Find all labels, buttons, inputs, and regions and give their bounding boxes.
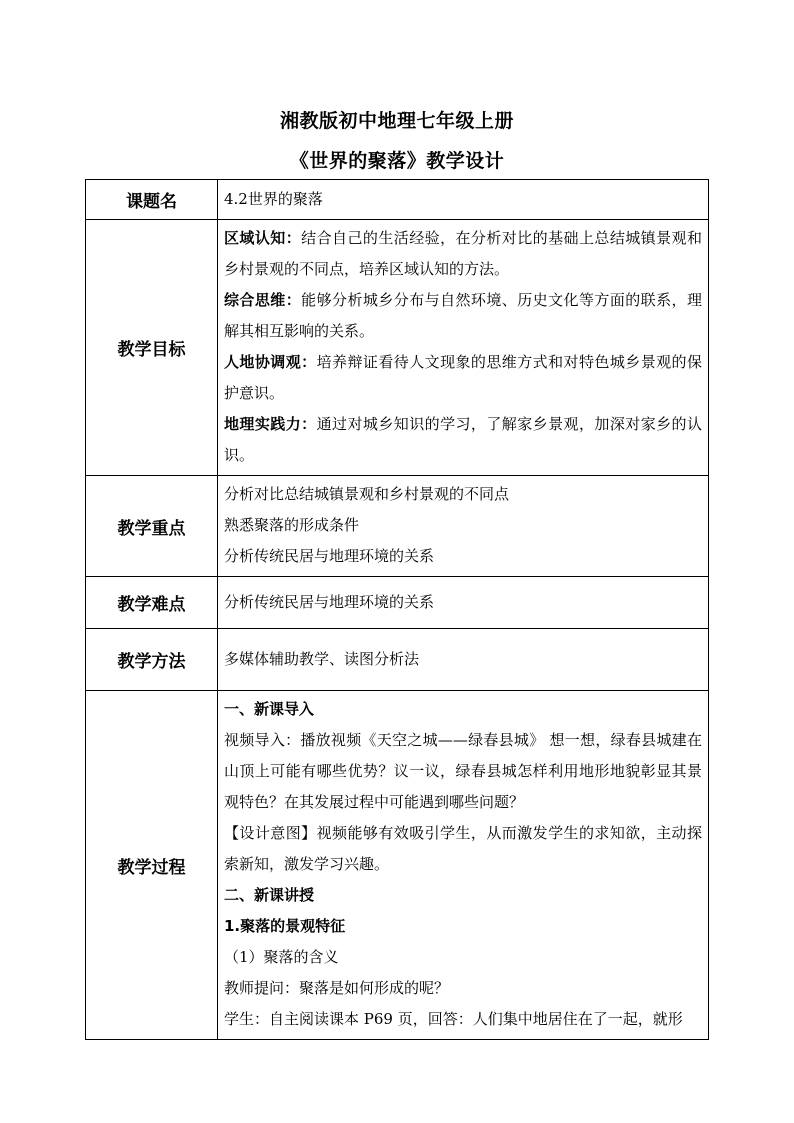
objective-text: 培养辩证看待人文现象的思维方式和对特色城乡景观的保护意识。 xyxy=(224,353,702,402)
table-row-key-points xyxy=(86,476,709,577)
objectives-content xyxy=(218,220,709,476)
design-intent: 【设计意图】视频能够有效吸引学生，从而激发学生的求知欲，主动探索新知，激发学习兴趣。 xyxy=(224,824,702,873)
point-heading: （1）聚落的含义 xyxy=(224,948,339,966)
table-row-difficulties xyxy=(86,577,709,629)
objective-head: 综合思维： xyxy=(224,291,302,309)
process-label: 教学过程 xyxy=(86,691,218,1040)
objective-item xyxy=(224,347,702,409)
lesson-plan-table xyxy=(85,179,709,1040)
difficulties-label: 教学难点 xyxy=(86,577,218,629)
key-point-item: 熟悉聚落的形成条件 xyxy=(224,516,360,534)
key-point-item: 分析传统民居与地理环境的关系 xyxy=(224,547,435,565)
difficulties-value: 分析传统民居与地理环境的关系 xyxy=(218,577,709,629)
teacher-question: 教师提问：聚落是如何形成的呢？ xyxy=(224,979,450,997)
objective-text: 通过对城乡知识的学习，了解家乡景观，加深对家乡的认识。 xyxy=(224,415,702,464)
objective-head: 区域认知： xyxy=(224,229,302,247)
student-answer: 学生：自主阅读课本 P69 页，回答：人们集中地居住在了一起，就形 xyxy=(224,1010,683,1028)
key-points-content xyxy=(218,476,709,577)
document-title: 湘教版初中地理七年级上册 xyxy=(279,110,514,132)
objective-item xyxy=(224,285,702,347)
objective-item xyxy=(224,223,702,285)
section-title: 一、新课导入 xyxy=(224,700,315,718)
objective-text: 能够分析城乡分布与自然环境、历史文化等方面的联系，理解其相互影响的关系。 xyxy=(224,291,702,340)
document-subtitle: 《世界的聚落》教学设计 xyxy=(289,150,505,172)
subsection-title: 1.聚落的景观特征 xyxy=(224,917,346,935)
key-point-item: 分析对比总结城镇景观和乡村景观的不同点 xyxy=(224,485,510,503)
methods-value: 多媒体辅助教学、读图分析法 xyxy=(218,629,709,691)
objective-head: 人地协调观： xyxy=(224,353,317,371)
table-row-methods xyxy=(86,629,709,691)
table-row-topic xyxy=(86,180,709,220)
intro-text: 视频导入：播放视频《天空之城——绿春县城》 想一想，绿春县城建在山顶上可能有哪些优势？议一议，绿春县城怎样利用地形地貌彰显其景观特色？在其发展过程中可能遇到哪些问题？ xyxy=(224,731,702,811)
process-content xyxy=(218,691,709,1040)
table-row-process xyxy=(86,691,709,1040)
key-points-label: 教学重点 xyxy=(86,476,218,577)
objective-text: 结合自己的生活经验，在分析对比的基础上总结城镇景观和乡村景观的不同点，培养区域认知的方法。 xyxy=(224,229,702,278)
objectives-label: 教学目标 xyxy=(86,220,218,476)
topic-value: 4.2世界的聚落 xyxy=(218,180,709,220)
methods-label: 教学方法 xyxy=(86,629,218,691)
section-title: 二、新课讲授 xyxy=(224,886,315,904)
topic-label: 课题名 xyxy=(86,180,218,220)
objective-head: 地理实践力： xyxy=(224,415,317,433)
objective-item xyxy=(224,409,702,471)
table-row-objectives xyxy=(86,220,709,476)
